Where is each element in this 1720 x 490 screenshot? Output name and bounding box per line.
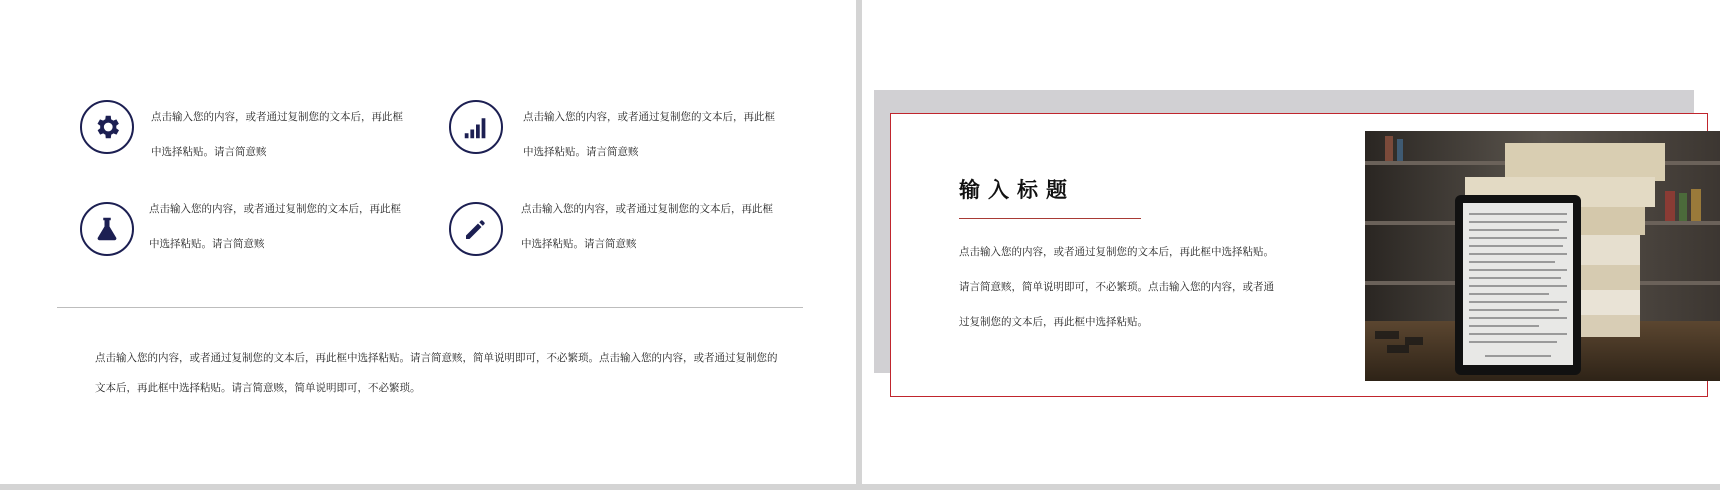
card-text: 点击输入您的内容，或者通过复制您的文本后，再此框中选择粘贴。请言简意赅，简单说明即可，不必繁琐。点击输入您的内容，或者通过复制您的文本后，再此框中选择粘贴。 <box>959 246 1274 328</box>
flask-icon <box>80 202 134 256</box>
feature-text: 点击输入您的内容，或者通过复制您的文本后，再此框中选择粘贴。请言简意赅 <box>149 203 401 250</box>
slide-left <box>0 0 856 484</box>
feature-text: 点击输入您的内容，或者通过复制您的文本后，再此框中选择粘贴。请言简意赅 <box>523 111 775 158</box>
signal-bars-icon <box>449 100 503 154</box>
gear-icon <box>80 100 134 154</box>
divider <box>57 307 803 308</box>
title-underline <box>959 218 1141 219</box>
pencil-icon <box>449 202 503 256</box>
feature-text: 点击输入您的内容，或者通过复制您的文本后，再此框中选择粘贴。请言简意赅 <box>521 203 773 250</box>
content-card <box>890 113 1708 397</box>
card-title: 输入标题 <box>959 178 1075 202</box>
body-paragraph: 点击输入您的内容，或者通过复制您的文本后，再此框中选择粘贴。请言简意赅，简单说明即可，不必繁琐。点击输入您的内容，或者通过复制您的文本后，再此框中选择粘贴。请言简意赅，简单说明即可，不必繁琐。 <box>95 352 778 394</box>
books-ereader-photo <box>1365 131 1720 381</box>
slide-right <box>862 0 1720 484</box>
feature-text: 点击输入您的内容，或者通过复制您的文本后，再此框中选择粘贴。请言简意赅 <box>151 111 403 158</box>
